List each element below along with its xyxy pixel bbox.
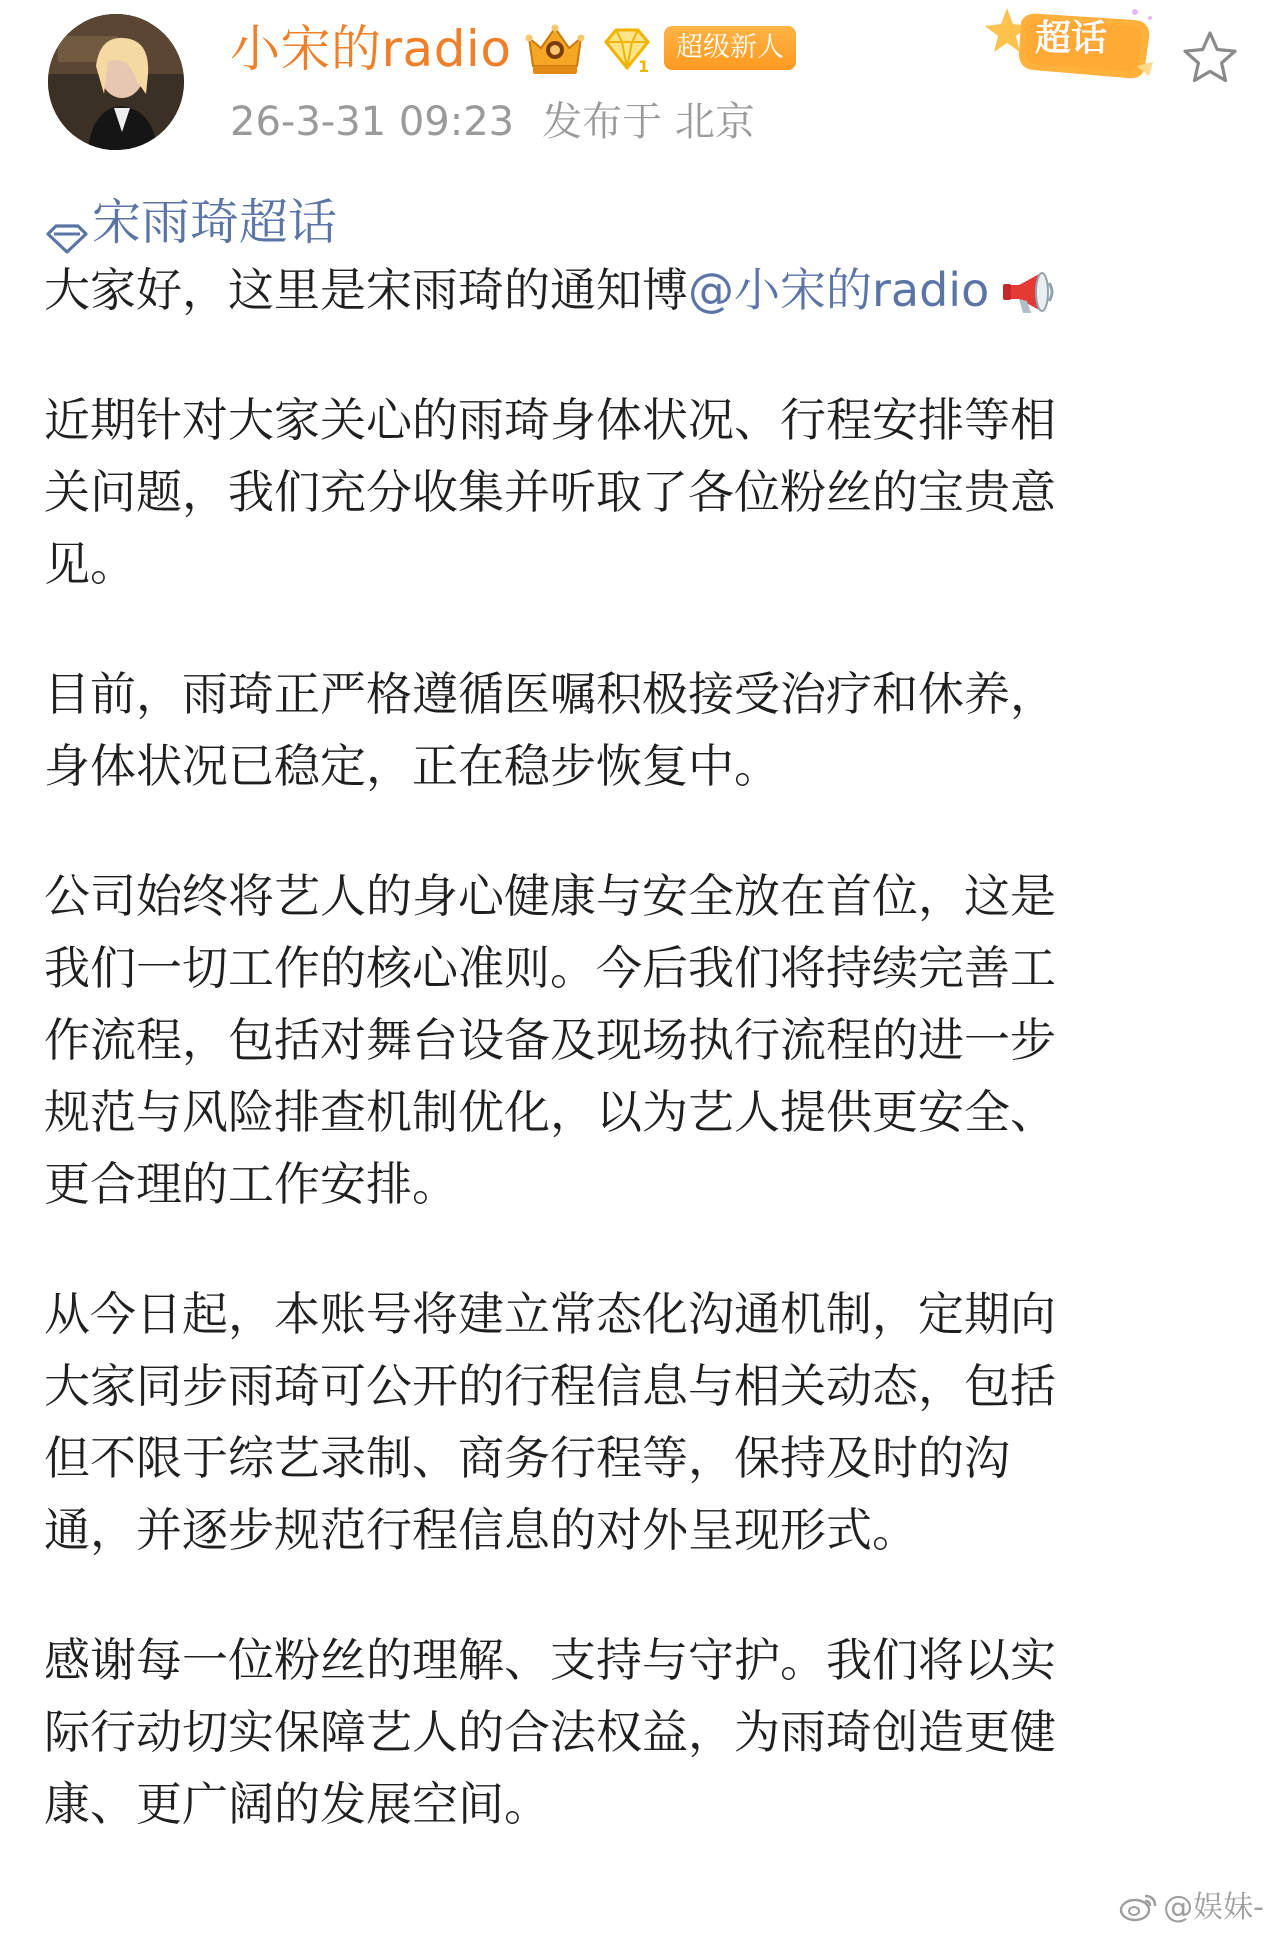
topic-label: 宋雨琦超话 — [92, 194, 338, 251]
super-topic-tag-label: 超话 — [1035, 18, 1108, 59]
text-line: 感谢每一位粉丝的理解、支持与守护。我们将以实 — [44, 1633, 1056, 1687]
topic-link[interactable] — [44, 192, 1244, 254]
mention-link[interactable]: @小宋的radio — [688, 263, 990, 317]
text-line: 近期针对大家关心的雨琦身体状况、行程安排等相 — [44, 393, 1056, 447]
text-line: 公司始终将艺人的身心健康与安全放在首位，这是 — [44, 869, 1056, 923]
text-line: 规范与风险排查机制优化，以为艺人提供更安全、 — [44, 1085, 1056, 1139]
watermark-text: @娱妹- — [1163, 1890, 1264, 1925]
paragraph-3 — [44, 860, 1244, 1220]
watermark — [1119, 1888, 1264, 1928]
avatar[interactable] — [48, 14, 184, 150]
greeting-text: 大家好，这里是宋雨琦的通知博 — [44, 263, 688, 317]
text-line: 见。 — [44, 537, 136, 591]
paragraph-2 — [44, 658, 1244, 802]
diamond-badge-icon[interactable] — [600, 26, 654, 76]
post-location: 发布于 北京 — [542, 99, 755, 145]
paragraph-1 — [44, 384, 1244, 600]
svg-text:1: 1 — [638, 57, 650, 76]
weibo-logo-icon — [1119, 1890, 1159, 1922]
text-line: 更合理的工作安排。 — [44, 1157, 458, 1211]
username[interactable]: 小宋的radio — [230, 20, 512, 78]
greeting-line — [44, 254, 1244, 326]
text-line: 我们一切工作的核心准则。今后我们将持续完善工 — [44, 941, 1056, 995]
text-line: 身体状况已稳定，正在稳步恢复中。 — [44, 739, 780, 793]
topic-diamond-icon — [44, 207, 90, 237]
super-topic-tag[interactable] — [985, 4, 1163, 96]
text-line: 关问题，我们充分收集并听取了各位粉丝的宝贵意 — [44, 465, 1056, 519]
post-header — [0, 0, 1284, 170]
text-line: 际行动切实保障艺人的合法权益，为雨琦创造更健 — [44, 1705, 1056, 1759]
text-line: 从今日起，本账号将建立常态化沟通机制，定期向 — [44, 1287, 1056, 1341]
post-timestamp: 26-3-31 09:23 — [230, 99, 515, 145]
text-line: 大家同步雨琦可公开的行程信息与相关动态，包括 — [44, 1359, 1056, 1413]
megaphone-icon — [1001, 265, 1057, 315]
text-line: 通，并逐步规范行程信息的对外呈现形式。 — [44, 1503, 918, 1557]
paragraph-4 — [44, 1278, 1244, 1566]
star-icon[interactable] — [1180, 28, 1240, 88]
crown-badge-icon[interactable] — [523, 20, 587, 80]
post-content — [44, 192, 1244, 1840]
newbie-badge[interactable]: 超级新人 — [664, 26, 796, 70]
post-meta — [230, 96, 755, 148]
text-line: 目前，雨琦正严格遵循医嘱积极接受治疗和休养， — [44, 667, 1056, 721]
text-line: 但不限于综艺录制、商务行程等，保持及时的沟 — [44, 1431, 1010, 1485]
paragraph-5 — [44, 1624, 1244, 1840]
text-line: 康、更广阔的发展空间。 — [44, 1777, 550, 1831]
text-line: 作流程，包括对舞台设备及现场执行流程的进一步 — [44, 1013, 1056, 1067]
